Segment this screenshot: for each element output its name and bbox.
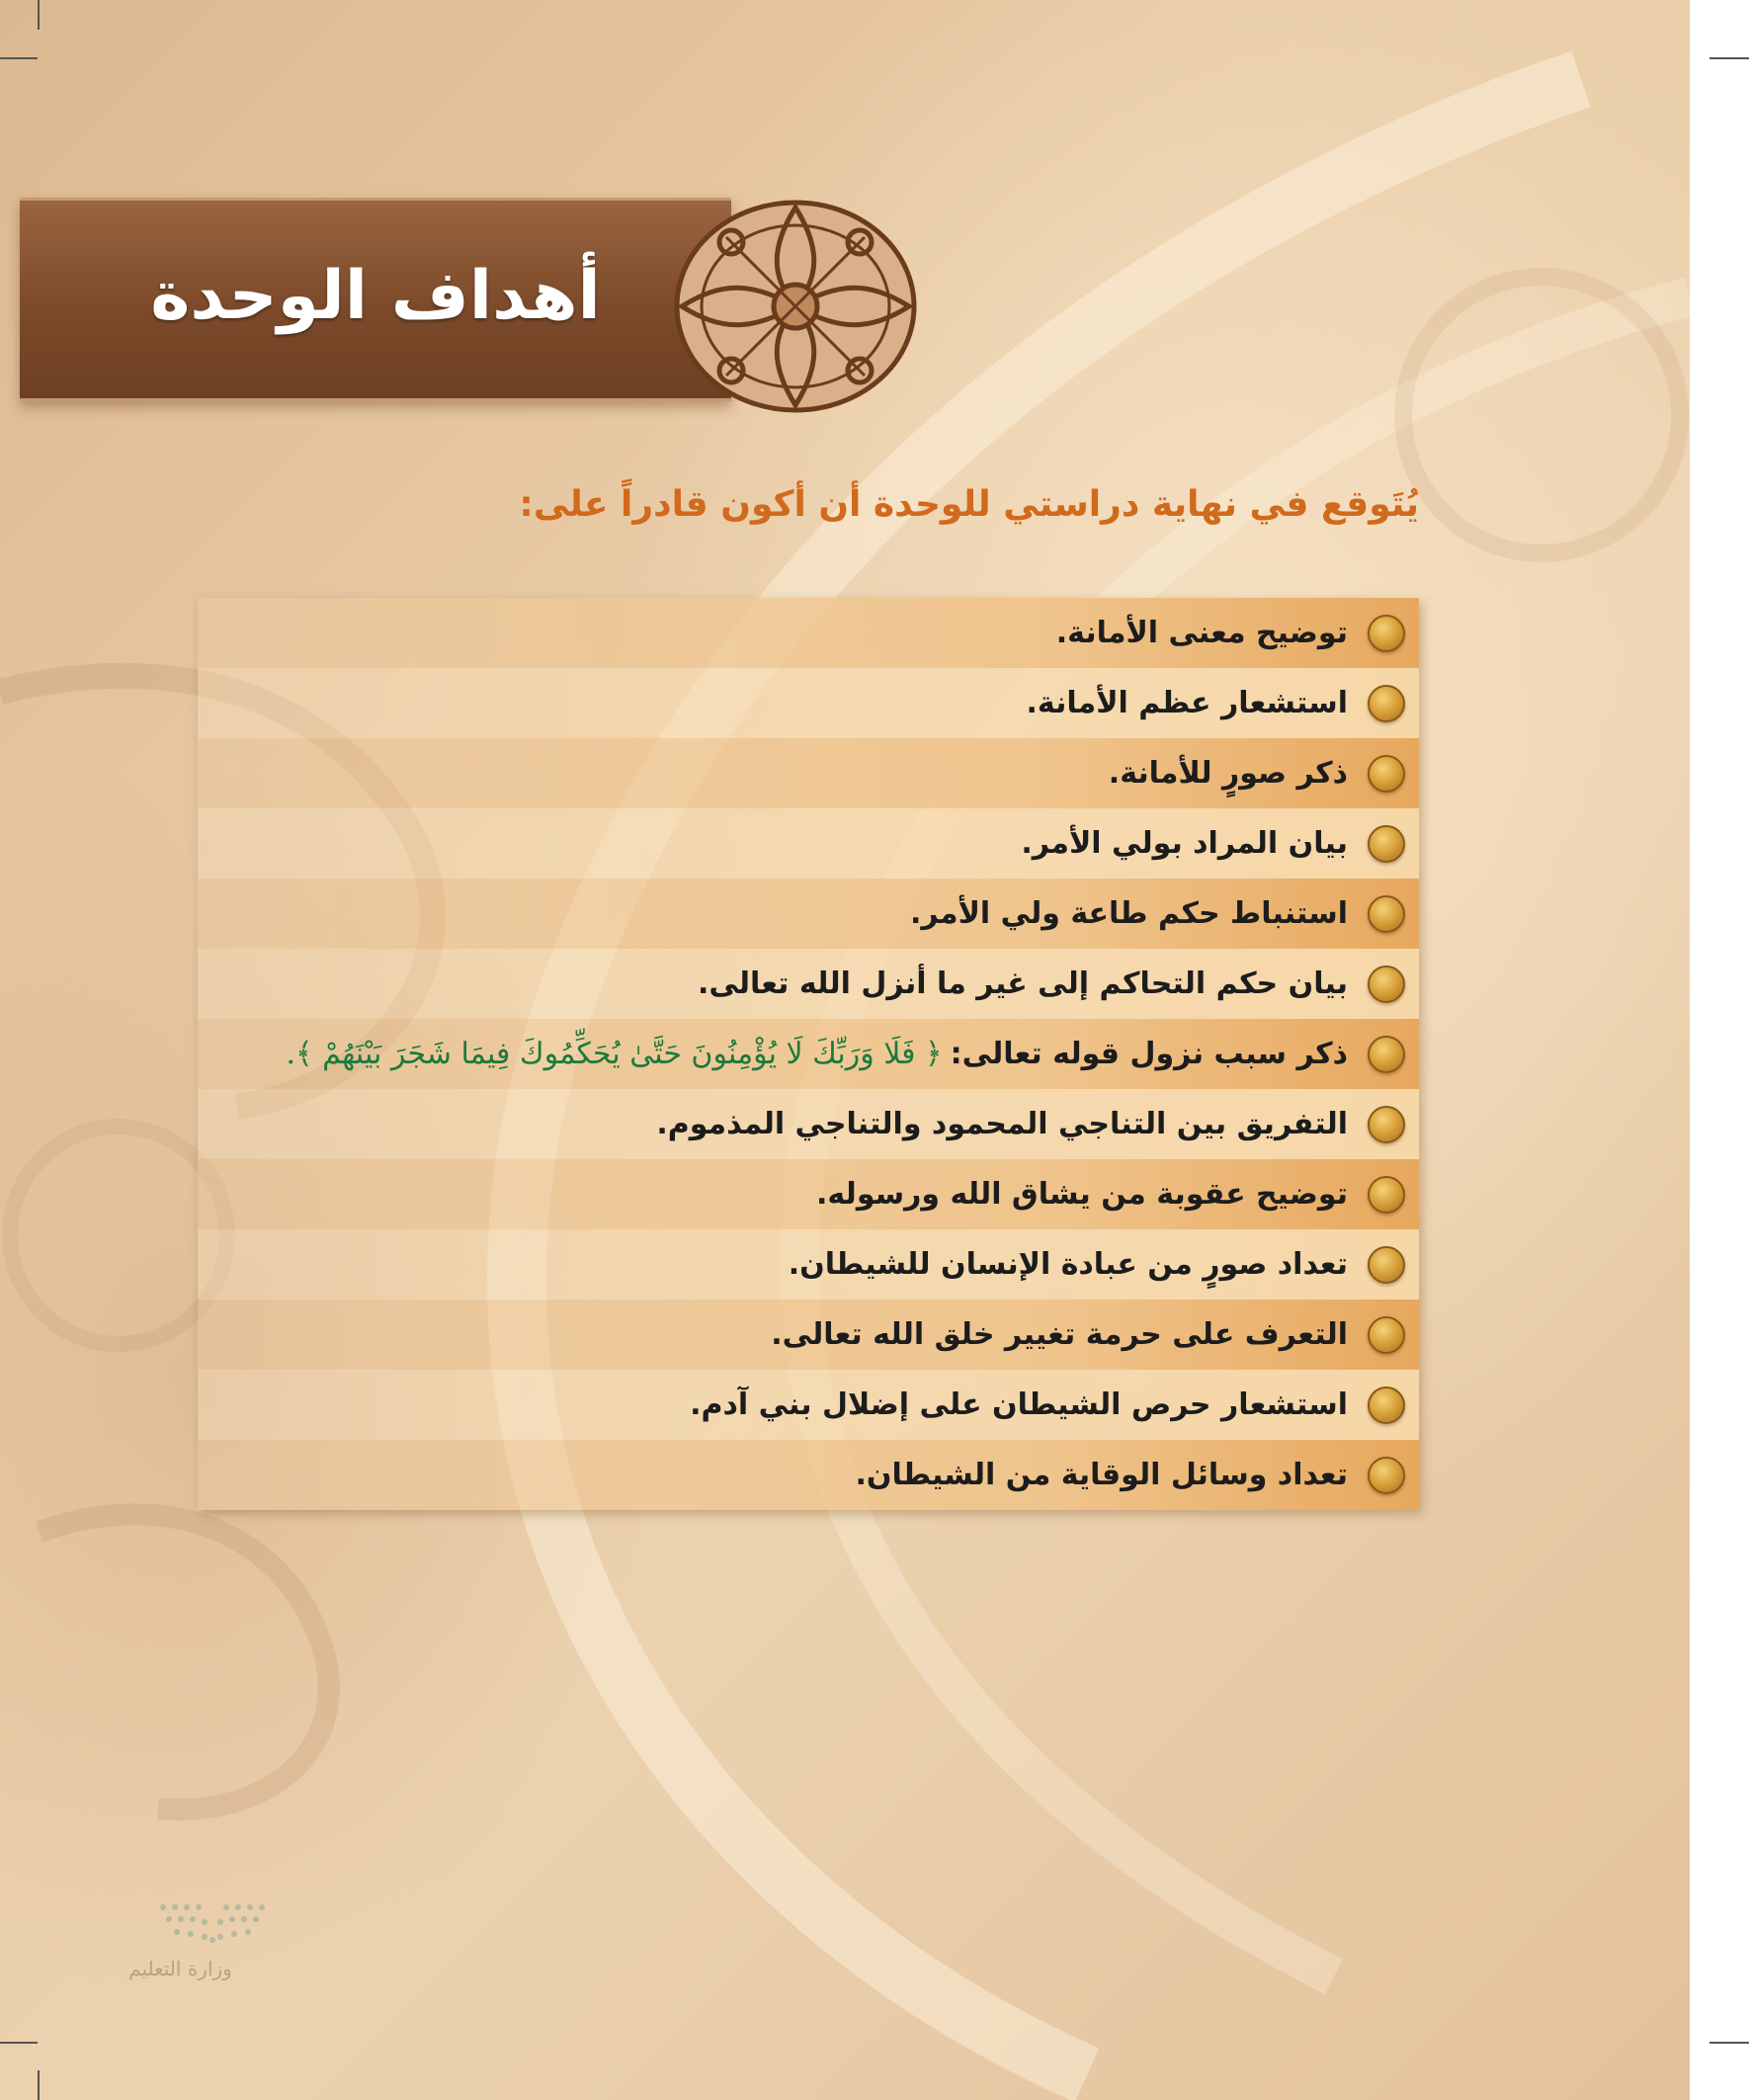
objective-text: التفريق بين التناجي المحمود والتناجي المذموم. [656, 1107, 1348, 1141]
bullet-icon [1368, 1457, 1405, 1494]
crop-mark [38, 0, 40, 30]
crop-mark [1709, 2042, 1749, 2044]
objective-text: ذكر صورٍ للأمانة. [1108, 756, 1348, 791]
objective-text: بيان المراد بولي الأمر. [1021, 826, 1348, 861]
objective-text: توضيح معنى الأمانة. [1055, 616, 1348, 650]
list-item [198, 1159, 1419, 1229]
crop-mark [0, 57, 38, 59]
objective-text: توضيح عقوبة من يشاق الله ورسوله. [815, 1177, 1348, 1212]
crop-mark [1709, 57, 1749, 59]
objective-text: بيان حكم التحاكم إلى غير ما أنزل الله تعالى. [697, 966, 1348, 1001]
quran-verse: ﴿ فَلَا وَرَبِّكَ لَا يُؤْمِنُونَ حَتَّىٰ يُحَكِّمُوكَ فِيمَا شَجَرَ بَيْنَهُمْ ﴾. [286, 1037, 943, 1071]
list-item [198, 1019, 1419, 1089]
objective-text: استنباط حكم طاعة ولي الأمر. [909, 896, 1348, 931]
list-item [198, 949, 1419, 1019]
objective-text: تعداد وسائل الوقاية من الشيطان. [855, 1458, 1348, 1492]
objective-text: استشعار عظم الأمانة. [1026, 686, 1348, 720]
bullet-icon [1368, 1106, 1405, 1143]
bullet-icon [1368, 1176, 1405, 1214]
bullet-icon [1368, 1386, 1405, 1424]
list-item [198, 1370, 1419, 1440]
list-item [198, 598, 1419, 668]
intro-text: يُتَوقع في نهاية دراستي للوحدة أن أكون قادراً على: [519, 484, 1419, 525]
list-item [198, 668, 1419, 738]
objective-text: تعداد صورٍ من عبادة الإنسان للشيطان. [788, 1247, 1348, 1282]
objective-text: استشعار حرص الشيطان على إضلال بني آدم. [690, 1387, 1348, 1422]
list-item [198, 738, 1419, 808]
bullet-icon [1368, 755, 1405, 793]
page-title: أهداف الوحدة [150, 257, 601, 335]
crop-mark [0, 2042, 38, 2044]
bullet-icon [1368, 1036, 1405, 1073]
objective-text: التعرف على حرمة تغيير خلق الله تعالى. [771, 1317, 1348, 1352]
objective-text: ذكر سبب نزول قوله تعالى: [950, 1037, 1348, 1071]
ministry-logo-text: وزارة التعليم [128, 1957, 232, 1980]
bullet-icon [1368, 825, 1405, 863]
bullet-icon [1368, 966, 1405, 1003]
list-item [198, 1089, 1419, 1159]
list-item [198, 1300, 1419, 1370]
bullet-icon [1368, 895, 1405, 933]
bullet-icon [1368, 685, 1405, 722]
ornament-icon [652, 178, 939, 435]
list-item [198, 808, 1419, 879]
list-item [198, 1229, 1419, 1300]
objectives-list [198, 598, 1419, 1510]
bullet-icon [1368, 615, 1405, 652]
list-item [198, 1440, 1419, 1510]
bullet-icon [1368, 1316, 1405, 1354]
bullet-icon [1368, 1246, 1405, 1284]
list-item [198, 879, 1419, 949]
crop-mark [38, 2070, 40, 2100]
